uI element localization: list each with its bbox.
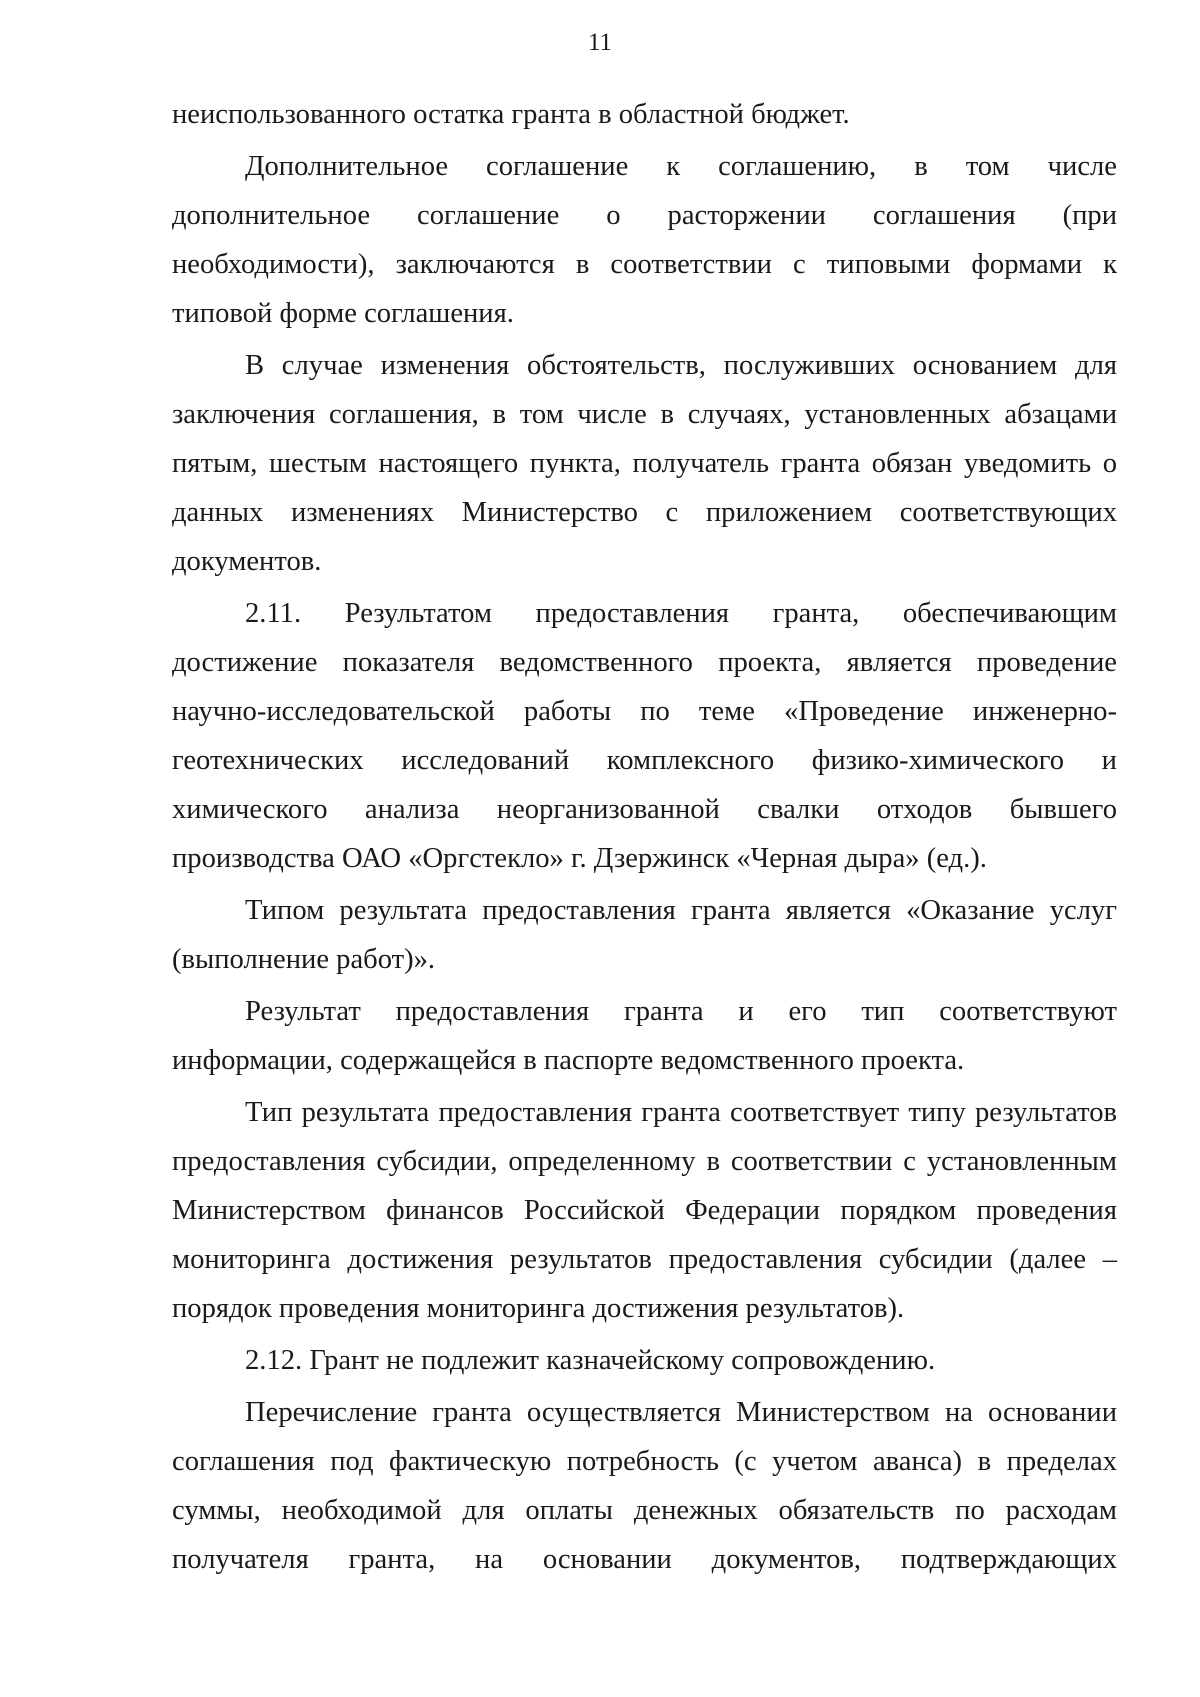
paragraph-section-2-11: 2.11. Результатом предоставления гранта, обеспечивающим достижение показателя ведомственного проекта, является проведение научно-исследовательской работы по теме «Проведение инженерно-геотехнических исследований комплексного физико-химического и химического анализа неорганизованной свалки отходов бывшего производства ОАО «Оргстекло» г. Дзержинск «Черная дыра» (ед.). — [172, 598, 1117, 874]
document-body — [172, 90, 1117, 1587]
paragraph-result-type-monitoring: Тип результата предоставления гранта соответствует типу результатов предоставления субсидии, определенному в соответствии с установленным Министерством финансов Российской Федерации порядком проведения мониторинга достижения результатов предоставления субсидии (далее – порядок проведения мониторинга достижения результатов). — [172, 1097, 1117, 1324]
paragraph-section-2-12: 2.12. Грант не подлежит казначейскому сопровождению. — [245, 1345, 936, 1376]
page-number: 11 — [587, 29, 613, 56]
paragraph-grant-transfer: Перечисление гранта осуществляется Министерством на основании соглашения под фактическую потребность (с учетом аванса) в пределах суммы, необходимой для оплаты денежных обязательств по расходам получателя гранта, на основании документов, подтверждающих — [172, 1397, 1117, 1575]
paragraph-result-type: Типом результата предоставления гранта является «Оказание услуг (выполнение работ)». — [172, 895, 1117, 975]
paragraph-result-correspondence: Результат предоставления гранта и его тип соответствуют информации, содержащейся в паспорте ведомственного проекта. — [172, 996, 1117, 1076]
paragraph-additional-agreement: Дополнительное соглашение к соглашению, в том числе дополнительное соглашение о расторжении соглашения (при необходимости), заключаются в соответствии с типовыми формами к типовой форме соглашения. — [172, 151, 1117, 329]
paragraph-continuation: неиспользованного остатка гранта в областной бюджет. — [172, 99, 850, 130]
paragraph-circumstances-change: В случае изменения обстоятельств, послуживших основанием для заключения соглашения, в том числе в случаях, установленных абзацами пятым, шестым настоящего пункта, получатель гранта обязан уведомить о данных изменениях Министерство с приложением соответствующих документов. — [172, 350, 1117, 577]
